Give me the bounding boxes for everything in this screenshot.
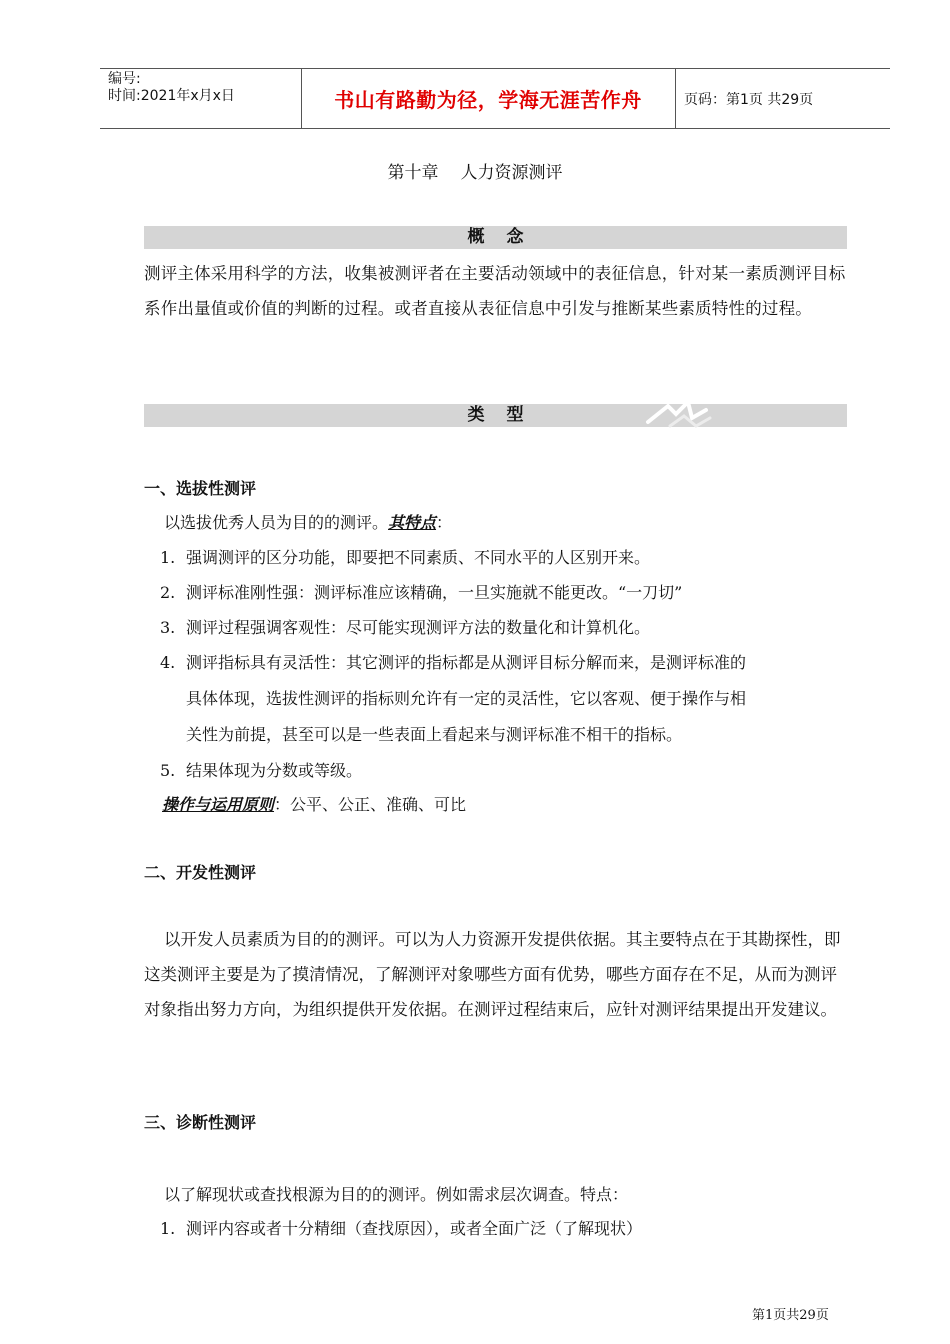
chapter-title [0, 158, 950, 183]
list-item [160, 650, 746, 673]
heading-diagnostic: 三、诊断性测评 [144, 1113, 257, 1132]
header-number-label: 编号: [108, 71, 141, 87]
list-item-text: 结果体现为分数或等级。 [186, 761, 363, 780]
watermark-graphic [640, 392, 730, 436]
chapter-number: 第十章 [387, 163, 439, 183]
header-page-info: 页码：第1页 共29页 [684, 92, 814, 108]
list-item-number: 3. [160, 618, 176, 637]
heading-selective: 一、选拔性测评 [144, 479, 257, 498]
section-bar-types: 类型 [144, 404, 847, 427]
list-item-number: 1. [160, 1219, 176, 1238]
list-item [160, 580, 682, 603]
selective-intro-text: 以选拔优秀人员为目的的测评。 [164, 513, 389, 532]
list-item-text: 测评指标具有灵活性：其它测评的指标都是从测评目标分解而来，是测评标准的 [186, 653, 747, 672]
header-time-label: 时间:2021年x月x日 [108, 88, 235, 104]
list-item-number: 1. [160, 548, 176, 567]
selective-feature-colon: ： [436, 513, 453, 532]
list-item [160, 1216, 642, 1239]
header-motto: 书山有路勤为径，学海无涯苦作舟 [334, 88, 642, 112]
selective-feature-label: 其特点 [388, 513, 437, 532]
list-item-continuation: 关性为前提，甚至可以是一些表面上看起来与测评标准不相干的指标。 [186, 725, 683, 744]
section-bar-concept: 概念 [144, 226, 847, 249]
heading-developmental: 二、开发性测评 [144, 863, 257, 882]
principle-label: 操作与运用原则 [162, 795, 275, 814]
developmental-paragraph: 以开发人员素质为目的的测评。可以为人力资源开发提供依据。其主要特点在于其勘探性，即这类测评主要是为了摸清情况，了解测评对象哪些方面有优势，哪些方面存在不足，从而为测评对象指出努力方向，为组织提供开发依据。在测评过程结束后，应针对测评结果提出开发建议。 [144, 930, 841, 1019]
header-top-rule [100, 68, 890, 69]
list-item-number: 5. [160, 761, 176, 780]
list-item-text: 测评标准刚性强：测评标准应该精确，一旦实施就不能更改。“一刀切” [186, 583, 683, 602]
list-item [160, 615, 650, 638]
chapter-name: 人力资源测评 [460, 163, 563, 183]
list-item [160, 758, 362, 781]
list-item [160, 545, 650, 568]
footer-page-info: 第1页共29页 [752, 1308, 829, 1323]
header-meta [108, 71, 235, 105]
list-item-number: 2. [160, 583, 176, 602]
header-divider-right [675, 68, 676, 128]
list-item-text: 测评内容或者十分精细（查找原因），或者全面广泛（了解现状） [186, 1219, 643, 1238]
diagnostic-intro: 以了解现状或查找根源为目的的测评。例如需求层次调查。特点： [164, 1185, 629, 1204]
list-item-number: 4. [160, 653, 176, 672]
selective-principle [162, 792, 466, 815]
header-bottom-rule [100, 128, 890, 129]
list-item-continuation: 具体体现，选拔性测评的指标则允许有一定的灵活性，它以客观、便于操作与相 [186, 689, 747, 708]
selective-intro [164, 510, 452, 533]
list-item-text: 强调测评的区分功能，即要把不同素质、不同水平的人区别开来。 [186, 548, 651, 567]
concept-paragraph: 测评主体采用科学的方法，收集被测评者在主要活动领域中的表征信息，针对某一素质测评目标系作出量值或价值的判断的过程。或者直接从表征信息中引发与推断某些素质特性的过程。 [144, 264, 846, 318]
principle-text: ：公平、公正、准确、可比 [274, 795, 467, 814]
list-item-text: 测评过程强调客观性：尽可能实现测评方法的数量化和计算机化。 [186, 618, 651, 637]
